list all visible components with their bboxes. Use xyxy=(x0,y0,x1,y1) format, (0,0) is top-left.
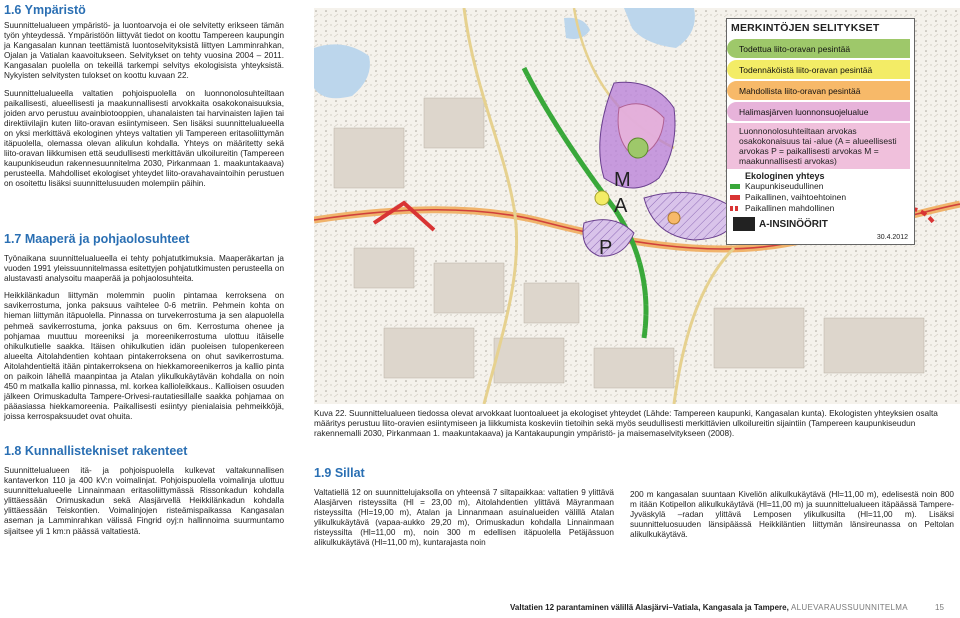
section-1-6-paragraph: Suunnittelualueen ympäristö- ja luontoarvoja ei ole selvitetty erikseen tämän työn yhteydessä. Ympäristöön liittyvät tiedot on koottu Tampereen kaupungin ja Kangasalan kunnan teettämistä luontoselvityksistä liittyen Lamminrahkan, Ojalan ja Vatialan kaavoitukseen. Selvitykset on tehty vuosina 2004 – 2011. Kangasalan puolella on tekeillä tarkempi selvitys ekologisista yhteyksistä. Nykyisten selvitysten tulokset on koottu kuvaan 22. xyxy=(4,21,284,81)
section-1-6-paragraph: Suunnittelualueella valtatien pohjoispuolella on luonnonolosuhteiltaan paikallisesti, alueellisesti ja maakunnallisesti arvokkaita osakokonaisuuksia, joiden arvo perustuu avainbiotooppien, uhanalaisten tai harvinaisten lajien tai direktiivilajin kuten liito-oravan esiintymiseen. Sen lisäksi suunnittelualueella on yksi merkittävä ekologinen yhteys valtatien yli Tampereen eritasoliittymän itäpuolella, olemassa olevan alikulun kohdalla. Yhteys on määritetty sekä liito-oravan liikkumisen että seudullisesti merkittävän ulkoilureitin (Tampereen kaupunkiseudun rakennesuunnitelma 2030, Pirkanmaan 1. maakuntakaava) perusteella. Mahdolliset ekologiset yhteydet liito-oravahavaintoihin perustuen on osoitettu lisäksi suunnittelusuuden molempiin päihin. xyxy=(4,88,284,189)
area-label-a: A xyxy=(614,195,628,217)
section-1-8-paragraph: Suunnittelualueen itä- ja pohjoispuolella kulkevat valtakunnallisen kantaverkon 110 ja 400 kV:n voimalinjat. Pohjoispuolella voimalinja ulottuu suunnittelualueelle Linnainmaan eritasoliittymässä Rissonkadun kohdalla ylittäessään Orimuskadun sekä Alasjärvellä Heikkilänkadun kohdalla ylittäessään Teiskontien. Voimalinjojen risteämispaikassa Kangasalan aseman ja Lamminrahkan välissä Fingrid oyj:n hallinnoima suurmuntamo sijaitsee yli 1 km:n päässä valtatiestä. xyxy=(4,466,284,536)
left-column xyxy=(4,3,284,190)
section-1-7 xyxy=(4,232,284,423)
legend-swatch xyxy=(730,184,740,189)
logo-mark-icon xyxy=(733,217,755,231)
section-1-9-continued xyxy=(630,490,954,540)
page-number: 15 xyxy=(935,603,944,612)
section-1-9-title: 1.9 Sillat xyxy=(314,466,365,480)
legend-label: Todennäköistä liito-oravan pesintää xyxy=(739,64,873,75)
legend-eco-item xyxy=(727,203,914,214)
footer-document-type: ALUEVARAUSSUUNNITELMA xyxy=(791,603,908,612)
section-1-9 xyxy=(314,466,614,549)
section-1-9-paragraph-left: Valtatiellä 12 on suunnittelujaksolla on yhteensä 7 siltapaikkaa: valtatien 9 ylittävä Alasjärven risteyssilta (Hl = 23,00 m), Aitolahdentien ylittävä Mäyranmaan risteyssilta (Hl=19,00 m), Atalan ja Linnanmaan asuinalueiden välillä Atalan ylikulkukäytävä (vapaa-aukko 29,20 m), Orimuskadun kohdalla Linnainmaan risteyssilta (Hl=11,00 m), noin 300 m edellisen itäpuolella Petäjässuon alikulkukäytävä (Hl=11,00 m), kuntarajasta noin xyxy=(314,488,614,548)
legend-label: Mahdollista liito-oravan pesintää xyxy=(739,85,861,96)
possible-nest-marker xyxy=(668,212,680,224)
section-1-7-paragraph: Heikkilänkadun liittymän molemmin puolin pintamaa kerroksena on savikerrostuma, jonka paksuus vaihtelee 0-6 metriin. Pehmein kohta on hieman liittymän itäpuolella. Pinnassa on turvekerrostuma ja sen alapuolella pehmeä savikerrostuma, jonka paksuus on 6m. Kerrostuma ohenee ja pohjamaa muuttuu moreeniksi ja moreenikerrostuma ulottuu itäiselle ohikulkutielle saakka. Itäisen ohikulkutien idän puoleisen tulopenkereen alueelta Aitolahdentien kohtaan pintakerroksena on ohut savikerrostuma. Aitolahdentieltä itään pintakerroksena on hiekkamoreenikerros ja kallio pinta on paikoin lähellä maanpintaa ja Atalan ylikulkukäytävän kohdalla on noin 450 m matkalla kallio pinnassa, ml. korkea kallioleikkaus.. Kallioisen osuuden jälkeen Orimuskadulta Tampere-Orivesi-rautatiesillalle saakka pohjamaa on pääasiassa hiekkamoreenia. Paikallisesti esiintyy pienialaisia pehmeikköjä, joissa kerrospaksuudet ovat ohuita. xyxy=(4,291,284,422)
legend-label: Todettua liito-oravan pesintää xyxy=(739,43,851,54)
section-1-8-title: 1.8 Kunnallistekniset rakenteet xyxy=(4,444,188,458)
company-logo xyxy=(727,214,914,234)
legend-swatch xyxy=(730,206,740,211)
legend-label: Paikallinen, vaihtoehtoinen xyxy=(745,192,847,202)
area-label-m: M xyxy=(614,169,631,191)
section-1-7-title: 1.7 Maaperä ja pohjaolosuhteet xyxy=(4,232,190,246)
legend-eco-title: Ekologinen yhteys xyxy=(745,171,825,181)
legend-eco-item xyxy=(727,192,914,203)
section-1-9-paragraph-right: 200 m kangasalan suuntaan Kiveliön alikulkukäytävä (Hl=11,00 m), edelisestä noin 800 m itään Kotipellon alikulkukäytävä (Hl=11,00 m) ja suunnittelualueen itäpäässä Tampere-Jyväskylä –radan ylittävä Lemposen ylikulkusilta (Hl=11,00 m). Lisäksi suunnitteluosuuden länsipäässä Heikkiläntien liittymän länsireunassa on Peltolan alikulkukäytävä. xyxy=(630,490,954,540)
confirmed-nest-marker xyxy=(628,138,648,158)
legend-item-reserve xyxy=(727,102,910,121)
legend-label: Halimasjärven luonnonsuojelualue xyxy=(739,106,869,117)
legend-label: Kaupunkiseudullinen xyxy=(745,181,824,191)
footer-title: Valtatien 12 parantaminen välillä Alasjärvi–Vatiala, Kangasala ja Tampere, xyxy=(510,603,789,612)
logo-text: A-INSINÖÖRIT xyxy=(759,218,828,230)
legend-title: MERKINTÖJEN SELITYKSET xyxy=(731,22,880,34)
section-1-6-title: 1.6 Ympäristö xyxy=(4,3,86,17)
legend-date: 30.4.2012 xyxy=(876,234,908,241)
section-1-7-paragraph: Työnaikana suunnittelualueella ei tehty pohjatutkimuksia. Maaperäkartan ja vuoden 1991 yleissuunnitelmassa esitettyjen pohjatutkimusten perusteella on alustavasti analysoitu maaperää ja pohjaolosuhteita. xyxy=(4,254,284,284)
probable-nest-marker xyxy=(595,191,609,205)
legend-item-probable xyxy=(727,60,910,79)
legend-item-confirmed xyxy=(727,39,910,58)
legend-item-possible xyxy=(727,81,910,100)
map-legend xyxy=(726,18,915,245)
area-label-p: P xyxy=(599,237,613,259)
page-footer xyxy=(510,603,908,612)
legend-label: Paikallinen mahdollinen xyxy=(745,203,835,213)
legend-swatch xyxy=(730,195,740,200)
section-1-8 xyxy=(4,444,284,537)
legend-item-valuable-area: Luonnonolosuhteiltaan arvokas osakokonaisuus tai -alue (A = alueellisesti arvokas P = paikallisesti arvokas M = maakunnallisesti arvokas) xyxy=(727,123,910,169)
legend-eco-item xyxy=(727,181,914,192)
figure-caption: Kuva 22. Suunnittelualueen tiedossa olevat arvokkaat luontoalueet ja ekologiset yhteydet (Lähde: Tampereen kaupunki, Kangasalan kunta). Ekologisten yhteyksien osalta määritys perustuu liito-oravien esiintymiseen ja liikkumista koskeviin tietoihin sekä myös seudullisesti merkittävien ulkoilureitin sijaintiin (Tampereen kaupunkiseudun rakennemalli 2030, Pirkanmaan 1. maakuntakaava) ja Kantakaupungin ympäristö- ja maisemaselvitykseen (2008). xyxy=(314,408,938,439)
